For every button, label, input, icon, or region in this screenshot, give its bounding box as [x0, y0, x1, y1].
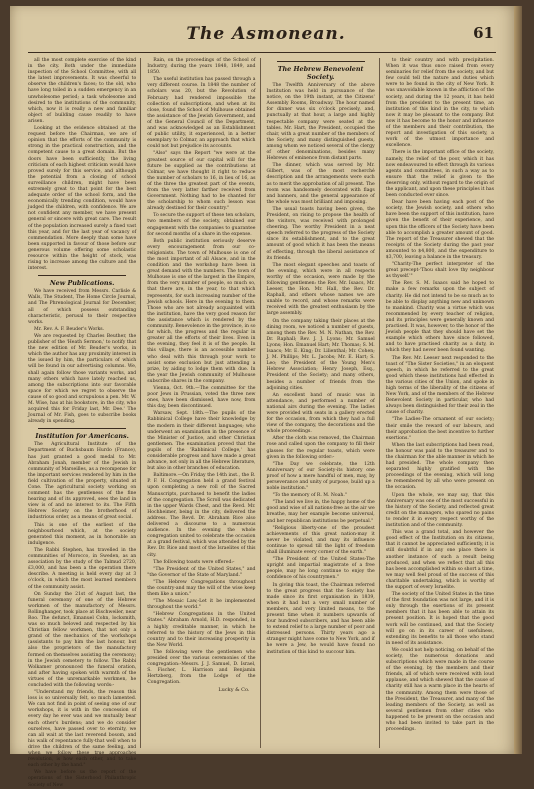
newspaper-page [10, 6, 522, 788]
article-paragraph: We have received from Messrs. Carlisle & Walls, The Student, The Home Circle Journal, and The Phrenological Journal for December, all of which possess outstanding characteristic, perusal to their respective works. [28, 289, 137, 325]
article-paragraph: Vienna, Oct. 9th.—The committee for the poor Jews in Prussian, voted the three new ones, have been dismissed, have now, from this day, been discontinued. [147, 385, 256, 410]
section-heading: The Hebrew Benevolent Society. [277, 65, 364, 81]
article-paragraph: "The Hebrew Congregations throughout the country-and may the will of the wise keep them like a union." [147, 579, 256, 598]
article-paragraph: On Sunday the 21st of August last, the funeral ceremony of one of the Hebrew workmen of the manufactory of Messrs. Rollinghanger, took place at Bischweiler, near Roo. The defunct, Emanuel Cohn, locksmith, was so much beloved and respected by his Christian fellow workmen, that not only a grand of the mechanics of the workshops (assistants to pay him the last honour, but also the proprietors of the manufactory formed on themselves assisting the ceremony; in the Jewish cemetery to follow. The Rabbi Wolkamer pronounced the funeral oration, and after having spoken with warmth of the virtues of the unremarkable workmen, he concluded with the following words:- [28, 591, 137, 688]
column-4 [386, 58, 498, 748]
article-paragraph: This is one of the earliest of the neighbourhood which, at the society generated this moment, as in honorable an indulgence. [28, 522, 137, 546]
article-paragraph: "The Ladies-The ornament of our society; their smile the reward of our labours, and their approbation the best incentive to further exertions." [385, 417, 494, 441]
article-paragraph: The Rev. Mr. Leeser next responded to the toast of "The Sister Societies," in an eloquent speech, in which he referred to the great good which these institutions had effected in the various cities of the Union, and spoke in high terms of the liberality of the citizens of New York, and of the members of the Hebrew Benevolent Society in particular, who had always been distinguished for their zeal in the cause of charity. [385, 355, 494, 416]
article-paragraph: "The President of the United States," and "the Governor of the State of Maryland." [147, 566, 256, 578]
article-paragraph: "The Mosaic Law,-Let it be implemented throughout the world." [147, 599, 256, 611]
masthead-title: The Asmonean. [186, 24, 346, 44]
article-paragraph: Warsaw, Sept. 18th.—The pupils of the Rabbinical College have their knowledge by the modern in their different languages; who underwent an examination in the presence of the Minister of Justice, and other Christian gentlemen. The examination proved that the pupils of the 'Rabbinical College,' has considerable progress and have made a great advance, not only in all the Hebrew literature, but also in other branches of education. [147, 411, 256, 472]
article-paragraph: "Religious liberty-one of the proudest achievements of this great nation-may it never be violated, and may its influence continue to spread till the light of freedom shall illuminate every corner of the earth." [266, 525, 375, 556]
article-paragraph: "The President of the United States-The upright and impartial magistrate of a free people, may he long continue to enjoy the confidence of his countrymen." [266, 557, 375, 581]
article-paragraph: The following toasts were offered:- [153, 559, 235, 565]
article-paragraph: We are requested by Charles Beuther, the publisher of the 'Heath Sermon,' to notify that the new edition of Mr. Beuder's works, in which the author has any proximity interest in the issued by him, the particulars of which will be found in our advertising columns. We, shall again follow those variants works, and many others which have lately reached us, among the subscriptions into our favorable space for which we regret to observe the cause of so good and scrupulous a pen. Mr. W. M. Wise, has at his bookstore, in the city, who acquired this for Friday last, Mr. Dee.' The Journal of Mr. Fish, goes to subscribe books already in spending. [28, 333, 137, 425]
article-paragraph: The Rabbi Stephen, has travelled in the communities of Morocco, in Sweden, as an association by the study of the Talmud 2720, £3,000, and has been a the operation there describe. A meeting is held every day at 3 o'clock, in which the most learned members of the community assist. [28, 547, 137, 590]
article-paragraph: "Charity-The perfect interpreter of the great precept-'Thou shalt love thy neighbour as thyself.'" [385, 262, 494, 280]
page-number: 61 [473, 24, 494, 42]
article-paragraph: Dear have been having each post of the society, the Jewish society, and others who have been the support of this institution, have given the benefit of their experience, and upon this the officers of the Society have been able to accomplish a greater amount of good. The report of the Treasurer shewed that the receipts of the Society during the past year amounted to $4,800, and the expenditure to $3,700, leaving a balance in the treasury. [385, 200, 495, 260]
article-paragraph: In giving this toast, the Chairman referred to the great progress that the Society has made since its first organisation in 1839, when it had but a very small number of members, and very limited means, to the present time when it numbers upwards of four hundred subscribers, and has been able to extend relief to a large number of poor and distressed persons. Thirty years ago a stranger might have come to New York, and if he were a Jew, he would have found no institution of this kind to succour him. [266, 582, 375, 655]
article-paragraph: "The land we live in, the happy home of the good and wise of all nations-free as the air we breathe, may her example become universal, and her republican institutions be perpetual." [266, 500, 375, 524]
article-paragraph: Upon the whole, we may say, that this Anniversary was one of the most successful in the history of the Society, and reflected great credit on the managers, who spared no pains to render it in every respect worthy of the institution and of the community. [385, 492, 494, 529]
page-binding-edge [514, 6, 522, 754]
section-heading: Institution for Americans. [35, 432, 129, 441]
columns-container [28, 58, 498, 788]
article-paragraph: The society of the United States in the time of the first foundation was not large, and it is only through the exertions of its present members that it has been able to attain its present position. It is hoped that the good work will be continued, and that the Society will go on in its career of usefulness, extending its benefits to all those who stand in need of its assistance. [385, 592, 494, 646]
column-1 [28, 58, 141, 788]
article-paragraph: On the company taking their places at the dining room, we noticed a number of guests, among them the Rev. M. N. Nathan, the Rev. Dr. Raphall; Rev. J. J. Lyons; Mr. Samuel Lyons; Hon. Emanuel Hart; Mr. Thomas; S. M. Isaacs; Mr. E. King; Dr. Lilienthal; Mr. Cohen; J. M. Phillips; Mr. L. Jacobs; Mr. E. Hart; S. Leo; the President of the Young Men's Hebrew Association; Henry Joseph, Esq., President of the Society; and many others, besides a number of friends from the adjoining cities. [266, 318, 375, 391]
signature: Lucky & Co. [218, 687, 250, 694]
article-paragraph: all the most complete exercise of the kind in the city. Both under the immediate inspection of the School Committee, with all the latest improvements. It was cheerful to observe the children's faces; to the old, who have long toiled in a sudden emergency in an unwholesome period; a task wholesome and desired to the institutions of the community, which, now it is really a new and familiar object of building cause readily to have arisen. [28, 58, 137, 124]
article-paragraph: "To the memory of R. M. Noah." [272, 493, 347, 499]
article-paragraph: The following were the gentlemen who presided over the various ceremonies of the congregation:-Messrs. J. J. Samuel, D. Israel, S. Fischer, L. Harrison and Benjamin Hertzberg, from the Lodge of the Congregation. [147, 649, 256, 686]
article-paragraph: "Understand my friends, the reason this loss is so universally felt, so much lamented. We can not find in point of seeing one of our workshops, it is with in the concession of every day he ever was and we mutually bear each other's burdens; and we do consider ourselves, have passed over to eternity, we can all wait at the last reverend bosom, and his walk of repentance fully-that well when to drive the children of the same feeling, and when we follow these true approaches revolution, is how each other, and to take each other by the hand." [28, 690, 137, 769]
article-paragraph: We have before us the report of the operations of the Sisterhood Philanthropic Society of New [28, 770, 137, 788]
article-paragraph: The useful institution has passed through a very different course. In 1848 the number of scholars was 20, but the Revolution of February had rendered impossible the collection of subscriptions, and when at its close, found the School of Mulhouse obtained the assistance of the Jewish Government, and of the General Council of the Department, and was acknowledged as an Establishment of public utility, it experienced, in a better exemplary to Colmar, an approach that which could not but prejudice its accounts. [147, 77, 256, 150]
article-paragraph: Mr. Rev. A. F. Beuder's Works. [34, 326, 105, 332]
article-paragraph: When the last subscriptions had been read, the honour was paid to the treasurer and to the chairman for the able manner in which he had presided. The whole company then separated highly gratified with the proceedings of the evening, which will long be remembered by all who were present on the occasion. [385, 442, 494, 491]
column-2 [147, 58, 260, 748]
article-paragraph: "Hebrew Congregations in the United States." Abraham Arnold, H.D. responded, in a highly creditable manner, in which he referred to the history of the Jews in this country and to their increasing prosperity in the New World. [147, 612, 256, 648]
article-paragraph: Both public institution seriously deserve every encouragement from our co-religionists. The town of Mulhouse is one of the most important of all Alsace, and in the condition and the workshop have been in great demand with the numbers. The town of Mulhouse is one of the largest in the Empire, from the very number of people, so much so, that there are, in the year, to that which represents, for such increasing number of the Jewish schools. Here in the evening to them. Those who are not already acquainted with the institution, have the very good reason for the assistance which is rendered by the community. Benevolence in the province, in so far which, the progress and the regular in greater all the efforts of their lives. Even in the evening, they feel it is of the people. In this village, there is an accessible number who deal with this through your work to assist some exclusion but just attending a prize, by aiding to lodge them with due. In the year the Jewish community of Mulhouse subscribe shares in the company. [147, 238, 256, 384]
article-paragraph: The Rev. S. M. Isaacs said he hoped to make a few remarks upon the subject of charity. He did not intend to be so much as to be able to display anything new and unknown to mankind. Charity was a virtue which was recommended by every teacher of religion, and its principles were generally known and practised. It was, however, to the honor of the Jewish people that they should have set the example which others have since followed, and to have practised charity as a duty, in which they had never been found wanting. [385, 281, 494, 354]
article-paragraph: To secure the support of these ten scholars, two members of the society, obtained our engagement with the companies to guarantee for second months of a share in the expense. [147, 213, 256, 237]
article-paragraph: "The Day we celebrate, the 12th Anniversary of our Society-its history one proof of how a mere handful of men, may, by perseverance and unity of purpose, build up a noble institution." [266, 461, 375, 492]
article-paragraph: to their country and with precipitation. When it was thus once raised from every seminaries for relief from the society, and but few could tell the nature and duties which were to be found in the city of New York. It was unavoidable known in the affliction of the society, and during the 12 years, it has held from the president to the present time, an institution of this kind in the city, to which now it may be pleasant to the company. But now it has become to the honor and influence of the members and their contribution, the report and investigation of this society, a work of the utmost importance and excellence. [385, 58, 494, 149]
section-rule [38, 428, 126, 429]
section-heading: New Publications. [49, 279, 115, 288]
article-paragraph: An excellent band of music was in attendance, and performed a number of national airs during the evening. The ladies were provided with seats in a gallery erected for the occasion, from which they had a full view of the company, the decorations and the whole proceedings. [266, 392, 375, 435]
article-paragraph: Baltimore.—On Friday the 14th inst., the B. P. F. H. Congregation held a grand festival upon completing a new roll of the Sacred Manuscripts, purchased to benefit the ladies of the congregation. The Scroll was dedicated in the upper Wards Chest, and the Revd. Mr. Hochheimer, being in the city, delivered the address. The Revd. Dr. Abraham Rice also delivered a discourse to a numerous audience. In the evening the whole congregation united to celebrate the occasion at a grand festival, which was attended by the Rev. Dr. Rice and most of the Israelites of this city. [147, 473, 256, 558]
article-paragraph: Rain, on the proceedings of the School of Industry, during the years 1848, 1849, and 1850. [147, 58, 256, 76]
article-paragraph: The Agricultural Institute of the Department of Buchsbaum Hurdo (France), has just granted a good medal to Mr. Abraham Jonah, member of the Jewish in community of Marseilles, as a recompense for the important services rendered by him in the field cultivation of the property, situated at Cone. The agricultural society working on comment has the gentleness of the fine hearing and of its approved, sees the land in view is of and no interest to its. The Fifth Hebrew Society on the brotherhood of industrious order, as a means of great social. [28, 442, 137, 521]
article-paragraph: The Twelfth Anniversary of the above Institution was held in pursuance of the notice, on the 19th instant, at the Citizens' Assembly Rooms, Broadway. The hour named for dinner was six o'clock precisely, and, punctually at that hour, a large and highly respectable company were seated at the tables. Mr. Hart, the President, occupied the chair, with a great number of the members of the Society, and many distinguished guests, among whom we noticed several of the clergy of other denominations, besides many Hebrews of eminence from distant parts. [266, 83, 375, 162]
article-paragraph: The most elegant speeches and toasts of the evening, which were in all respects worthy of the occasion, were made by the following gentlemen: the Rev. Mr. Isaacs, Mr. Leeser, the Hon. Mr. Hall, the Rev. Dr. Raphall, and others whose names we are unable to record, and whose remarks were received with the greatest enthusiasm by the large assembly. [266, 262, 375, 317]
header-rule [28, 52, 496, 53]
article-paragraph: We could not help noticing, on behalf of the society, the numerous donations and subscriptions which were made in the course of the evening, by the members and their friends, all of which were received with loud applause, and which shewed that the cause of charity still has a warm place in the hearts of the community. Among them were those of the President, the Treasurer, and many of the leading members of the Society, as well as several gentlemen from other cities who happened to be present on the occasion and who had been invited to take part in the proceedings. [385, 647, 494, 733]
column-3 [267, 58, 380, 748]
section-rule [277, 61, 365, 62]
article-paragraph: The usual toasts having been given, the President, on rising to propose the health of the visitors, was received with prolonged cheering. The worthy President in a neat speech referred to the progress of the Society since its establishment, and to the great amount of good which it has been the means of effecting, through the liberal assistance of its friends. [266, 206, 375, 261]
article-paragraph: After the cloth was removed, the Chairman rose and called upon the company to fill their glasses for the regular toasts, which were given in the following order:- [266, 436, 375, 460]
article-paragraph: This was a grand total, and however the good effect of the Institution on its citizens, that it cannot be appreciated sufficiently, it is still doubtful if in any one place there is another instance of such a result being produced, and when we reflect that all this has been accomplished within so short a time, we may well feel proud of the success of this charitable undertaking, which is worthy of the support of every Israelite. [385, 530, 494, 590]
article-paragraph: Looking at the evidence obtained at the request before the Chairman, we are of opinion that the efforts of the community is strong in the practical construction, and the competent cause to a great domain. But the doors have been sufficiently, the living criticism of each highest criticism would have proved surely for this service, and although the potential from a closing of school surveillance children, might have been extremely great to that point for the best adequate order of the school form, and the economically trending condition, would have judged the children, with confidence. We are not confident any member, we have present general or sincere with great care. The result of the population increased surely a fixed vast this year, and for the last year of vacancy of commendation. More deeply than some have been supported in favour of those before our generous volume offering some scholastic resource within the height of stock, was rising to increase among the culture and the interest. [28, 126, 137, 272]
article-paragraph: "Also" says the Report "we were at the greatest source of our capital will for the future be supplied as the contributions at Colmar, we have thought it right to reduce the number of scholars to 16, in lieu of 16, as of the three the greatest part of the events, from the very latter farther received from Government. Nothing had to be chanted for the scholarship to whom such lesson was already destined for their country." [147, 151, 256, 212]
section-rule [38, 275, 126, 276]
article-paragraph: The dinner, which was served by Mr. Gilbert, was of the most recherché description and the arrangements were such as to merit the approbation of all present. The room was handsomely decorated with flags and banners, and the general appearance of the whole was most brilliant and imposing. [266, 163, 375, 205]
article-paragraph: There is the important office of the society, namely, the relief of the poor, which it has now endeavoured to effect through its various agents and committees, in such a way as to ensure that the relief is given to the deserving only, without regard to the origin of the applicant, and upon these principles it has been conducted ever since. [385, 150, 494, 199]
